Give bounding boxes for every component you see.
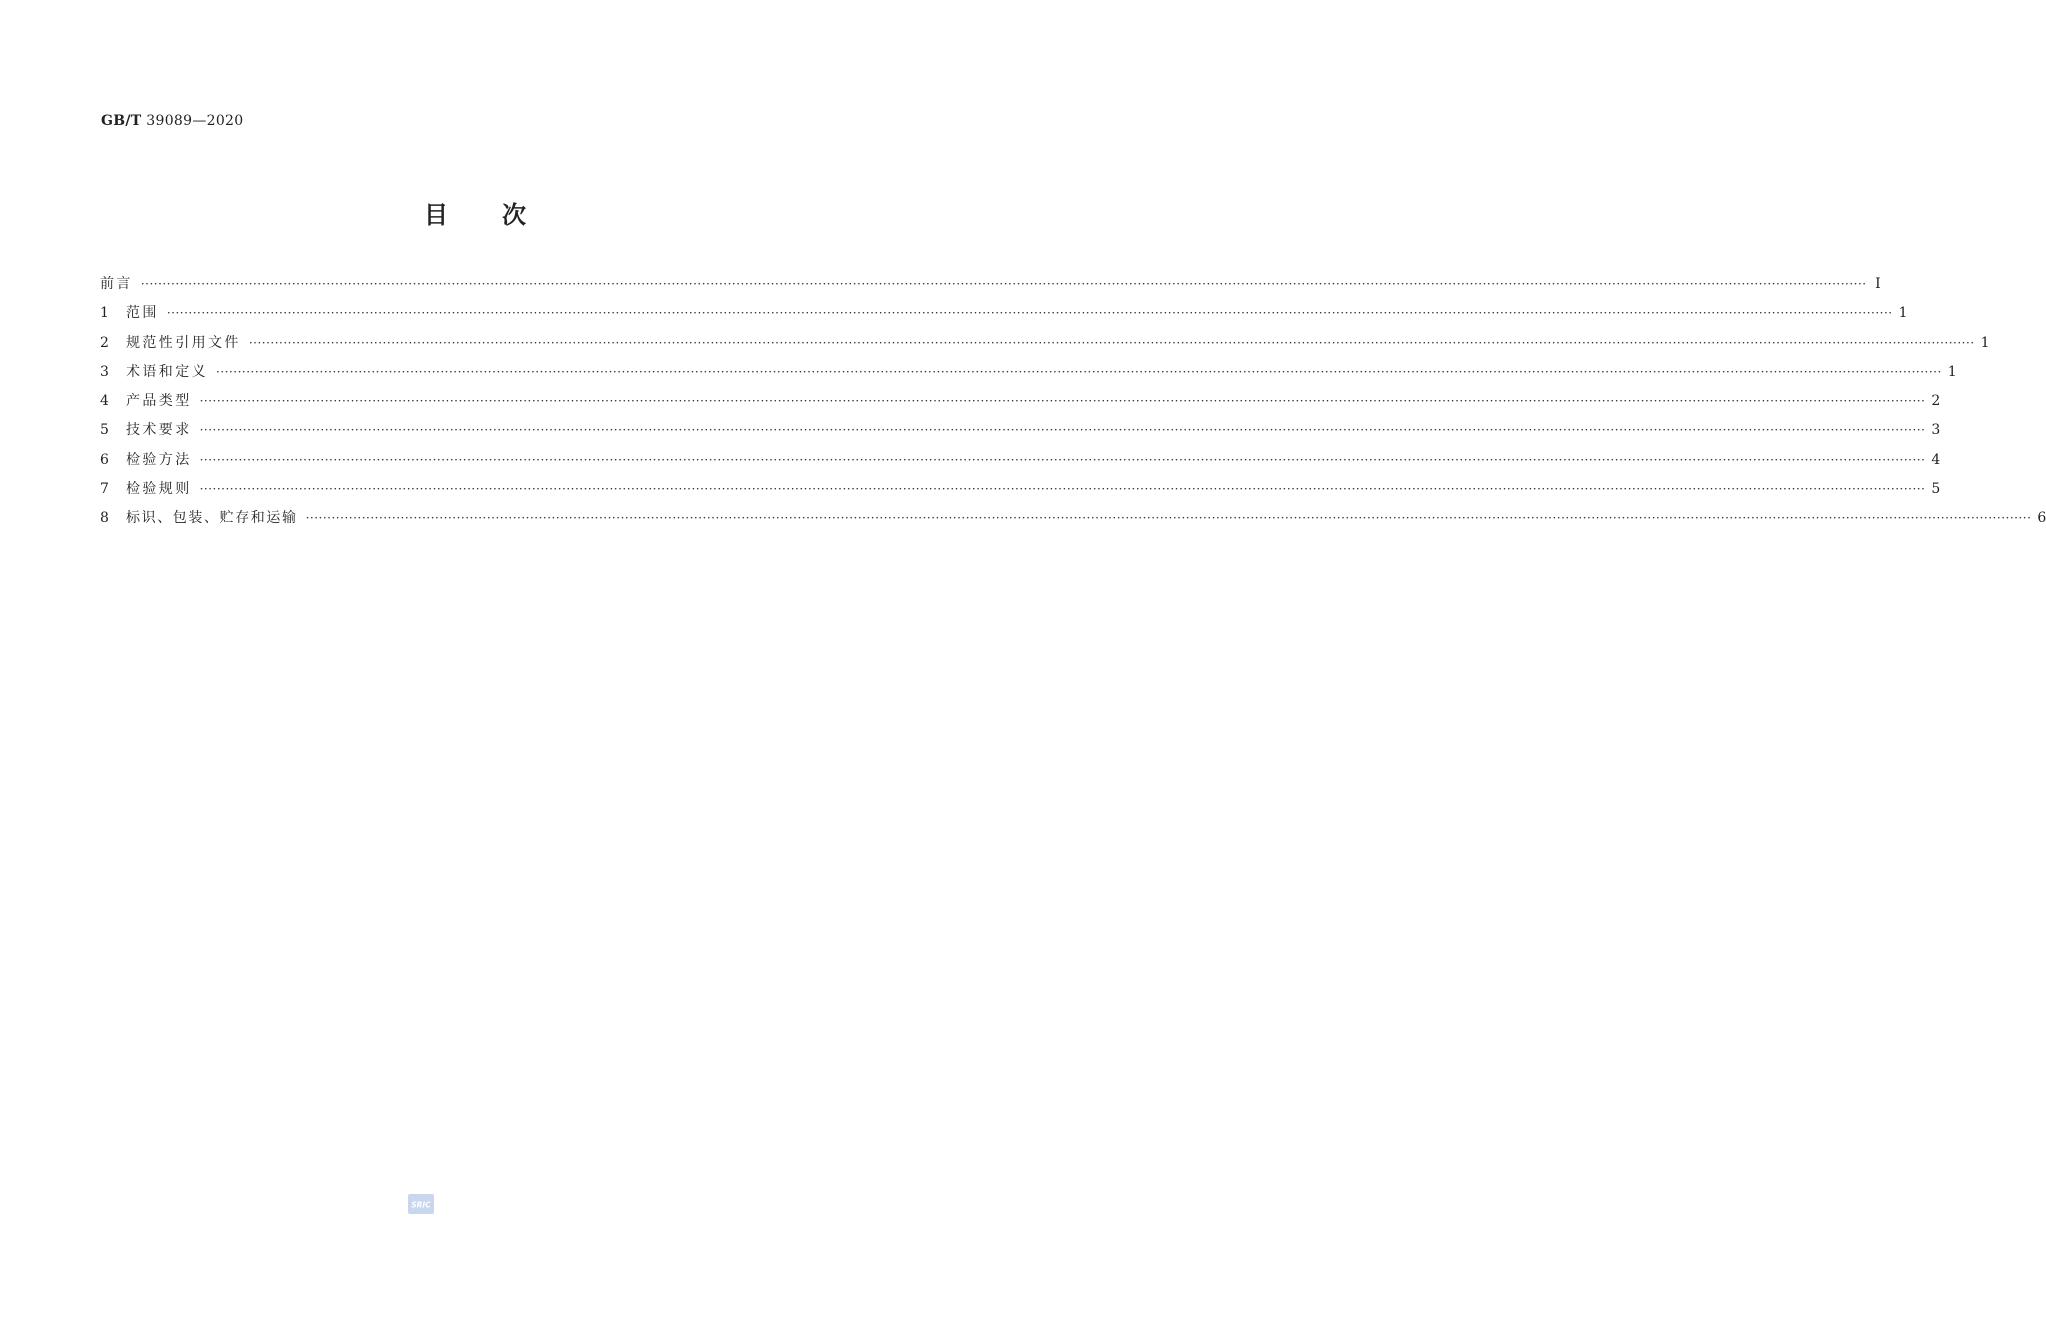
- page-title: [0, 195, 950, 230]
- toc-entry-6[interactable]: [100, 446, 1941, 475]
- toc-entry-4[interactable]: [100, 387, 1941, 416]
- standard-number: 39089—2020: [146, 113, 244, 129]
- toc-entry-1[interactable]: [100, 299, 1908, 328]
- toc-number: 6: [100, 451, 109, 468]
- toc-page: 5: [1931, 481, 1941, 498]
- toc-leader: ················································································································································································································································································································································································································: [216, 364, 1942, 379]
- title-char-1: 目: [424, 201, 448, 229]
- toc-number: 3: [100, 363, 109, 380]
- toc-label: 规范性引用文件: [126, 334, 241, 351]
- toc-page: 1: [1947, 363, 1957, 380]
- toc-entry-3[interactable]: [100, 358, 1957, 387]
- toc-number: 8: [100, 510, 109, 527]
- title-char-2: 次: [502, 201, 526, 229]
- toc-page: 3: [1931, 422, 1941, 439]
- toc-leader: ················································································································································································································································································································································································································: [199, 452, 1926, 467]
- toc-leader: ················································································································································································································································································································································································································: [140, 277, 1867, 291]
- toc-leader: ················································································································································································································································································································································································································: [199, 394, 1926, 409]
- toc-page: 1: [1980, 334, 1990, 351]
- toc-number: 5: [100, 422, 109, 439]
- toc-label: 范围: [126, 305, 159, 322]
- toc-label: 产品类型: [126, 393, 192, 410]
- toc-leader: ················································································································································································································································································································································································································: [166, 306, 1893, 321]
- toc-page: 1: [1898, 305, 1908, 322]
- toc-number: 7: [100, 481, 109, 498]
- toc-leader: ················································································································································································································································································································································································································: [248, 335, 1975, 350]
- toc-label: 技术要求: [126, 422, 192, 439]
- toc-label: 检验规则: [126, 481, 192, 498]
- toc-entry-7[interactable]: [100, 475, 1941, 504]
- standard-prefix: GB/T: [101, 113, 142, 129]
- toc-page: 2: [1931, 393, 1941, 410]
- toc-entry-foreword[interactable]: [100, 270, 1881, 299]
- toc-label: 术语和定义: [126, 363, 208, 380]
- standard-code: [101, 113, 243, 129]
- toc-entry-5[interactable]: [100, 416, 1941, 445]
- toc-page: 4: [1931, 451, 1941, 468]
- toc-leader: ················································································································································································································································································································································································································: [199, 423, 1926, 438]
- toc-page: Ⅰ: [1875, 276, 1881, 292]
- table-of-contents: [100, 270, 2046, 534]
- toc-leader: ················································································································································································································································································································································································································: [199, 482, 1926, 497]
- toc-label: 标识、包装、贮存和运输: [126, 510, 298, 527]
- logo-text: SRIC: [411, 1200, 431, 1210]
- sric-watermark-logo: [407, 1192, 435, 1216]
- toc-label: 前言: [100, 276, 133, 292]
- toc-number: 2: [100, 334, 109, 351]
- toc-label: 检验方法: [126, 451, 192, 468]
- toc-entry-8[interactable]: [100, 504, 2046, 533]
- toc-page: 6: [2037, 510, 2046, 527]
- toc-leader: ················································································································································································································································································································································································································: [305, 511, 2032, 526]
- toc-entry-2[interactable]: [100, 329, 1990, 358]
- toc-number: 1: [100, 305, 109, 322]
- toc-number: 4: [100, 393, 109, 410]
